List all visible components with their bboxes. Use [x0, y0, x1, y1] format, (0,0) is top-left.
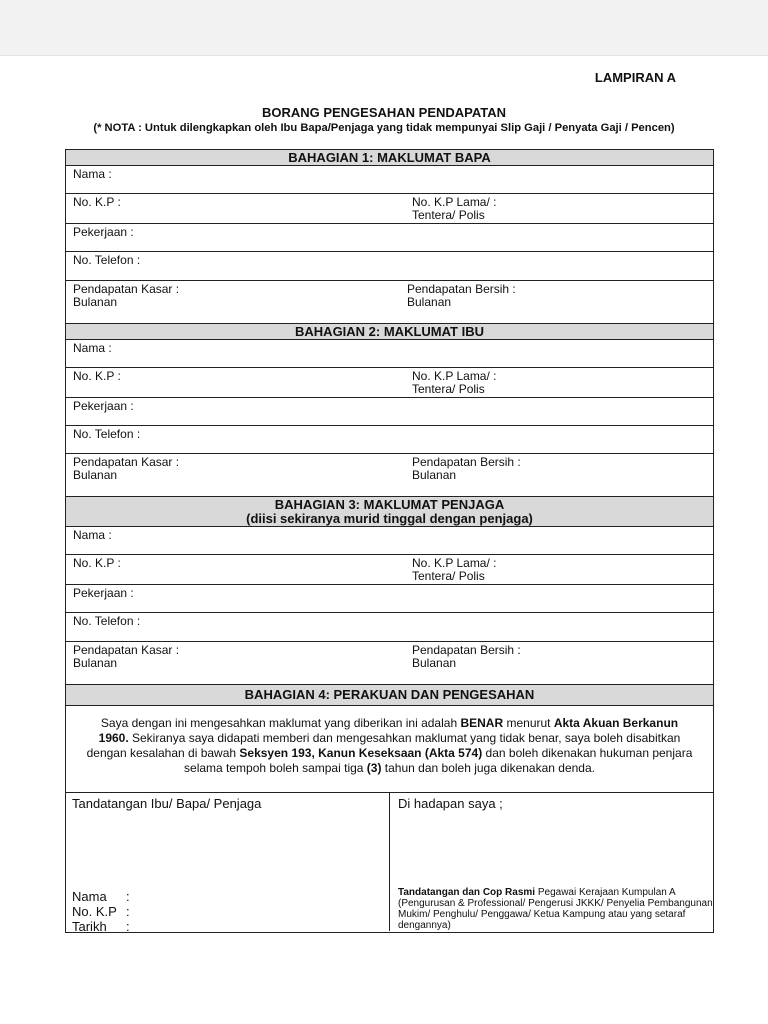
section-1-header: [66, 150, 713, 166]
father-occupation-label: Pekerjaan :: [73, 225, 134, 239]
mother-name-label: Nama :: [73, 341, 112, 355]
father-ic-label: No. K.P :: [73, 195, 121, 209]
father-old-ic-label: No. K.P Lama/ : Tentera/ Polis: [412, 195, 497, 222]
section-3-subtitle: (diisi sekiranya murid tinggal dengan penjaga): [246, 511, 533, 526]
father-gross-income-label: Pendapatan Kasar : Bulanan: [73, 282, 180, 309]
mother-old-ic-label: No. K.P Lama/ : Tentera/ Polis: [412, 369, 497, 396]
guardian-occupation-row[interactable]: [66, 585, 713, 613]
form-title: BORANG PENGESAHAN PENDAPATAN: [261, 105, 507, 120]
declaration-text: Saya dengan ini mengesahkan maklumat yang diberikan ini adalah BENAR menurut Akta Akuan Berkanun 1960. Sekiranya saya didapati memberi dan mengesahkan maklumat yang tidak benar, saya boleh disabitkan dengan kesalahan di bawah Seksyen 193, Kanun Keseksaan (Akta 574) dan boleh dikenakan hukuman penjara selama tempoh boleh sampai tiga (3) tahun dan boleh juga dikenakan denda.: [66, 706, 713, 793]
guardian-name-label: Nama :: [73, 528, 112, 542]
section-2-header: [66, 324, 713, 340]
section-2-title: BAHAGIAN 2: MAKLUMAT IBU: [295, 324, 484, 339]
income-verification-form: [65, 149, 714, 933]
guardian-phone-label: No. Telefon :: [73, 614, 141, 628]
section-4-title: BAHAGIAN 4: PERAKUAN DAN PENGESAHAN: [244, 687, 535, 702]
signature-block: [66, 793, 713, 934]
father-income-row[interactable]: [66, 281, 713, 324]
guardian-ic-row[interactable]: [66, 555, 713, 585]
mother-income-row[interactable]: [66, 454, 713, 497]
signer-details: [72, 889, 130, 934]
father-ic-row[interactable]: [66, 194, 713, 224]
guardian-ic-label: No. K.P :: [73, 556, 121, 570]
section-1-title: BAHAGIAN 1: MAKLUMAT BAPA: [288, 150, 491, 165]
parent-signature-label: Tandatangan Ibu/ Bapa/ Penjaga: [72, 796, 262, 811]
mother-net-income-label: Pendapatan Bersih : Bulanan: [412, 455, 521, 482]
father-phone-label: No. Telefon :: [73, 253, 141, 267]
guardian-net-income-label: Pendapatan Bersih : Bulanan: [412, 643, 521, 670]
section-3-header: [66, 497, 713, 527]
form-note: (* NOTA : Untuk dilengkapkan oleh Ibu Bapa/Penjaga yang tidak mempunyai Slip Gaji / Penyata Gaji / Pencen): [93, 122, 675, 134]
guardian-occupation-label: Pekerjaan :: [73, 586, 134, 600]
signer-ic-line[interactable]: No. K.P :: [72, 904, 130, 919]
section-3-title: BAHAGIAN 3: MAKLUMAT PENJAGA: [274, 497, 505, 512]
father-phone-row[interactable]: [66, 252, 713, 281]
parent-signature-area[interactable]: [66, 793, 390, 934]
mother-phone-row[interactable]: [66, 426, 713, 454]
signer-date-line[interactable]: Tarikh :: [72, 919, 130, 934]
guardian-phone-row[interactable]: [66, 613, 713, 642]
guardian-name-row[interactable]: [66, 527, 713, 555]
witness-label: Di hadapan saya ;: [398, 796, 503, 811]
mother-ic-label: No. K.P :: [73, 369, 121, 383]
father-name-label: Nama :: [73, 167, 112, 181]
guardian-gross-income-label: Pendapatan Kasar : Bulanan: [73, 643, 180, 670]
signer-name-line[interactable]: Nama :: [72, 889, 130, 904]
mother-ic-row[interactable]: [66, 368, 713, 398]
official-stamp-caption: Tandatangan dan Cop Rasmi Pegawai Kerajaan Kumpulan A (Pengurusan & Professional/ Pengerusi JKKK/ Penyelia Pembangunan Mukim/ Penghulu/ Penggawa/ Ketua Kampung atau yang setaraf dengannya): [398, 887, 713, 931]
viewer-top-bar: [0, 0, 768, 56]
section-4-header: [66, 685, 713, 706]
guardian-income-row[interactable]: [66, 642, 713, 685]
mother-occupation-row[interactable]: [66, 398, 713, 426]
father-name-row[interactable]: [66, 166, 713, 194]
mother-gross-income-label: Pendapatan Kasar : Bulanan: [73, 455, 180, 482]
witness-signature-area[interactable]: [390, 793, 713, 931]
mother-name-row[interactable]: [66, 340, 713, 368]
appendix-label: LAMPIRAN A: [594, 70, 676, 85]
mother-phone-label: No. Telefon :: [73, 427, 141, 441]
father-occupation-row[interactable]: [66, 224, 713, 252]
guardian-old-ic-label: No. K.P Lama/ : Tentera/ Polis: [412, 556, 497, 583]
mother-occupation-label: Pekerjaan :: [73, 399, 134, 413]
father-net-income-label: Pendapatan Bersih : Bulanan: [407, 282, 516, 309]
